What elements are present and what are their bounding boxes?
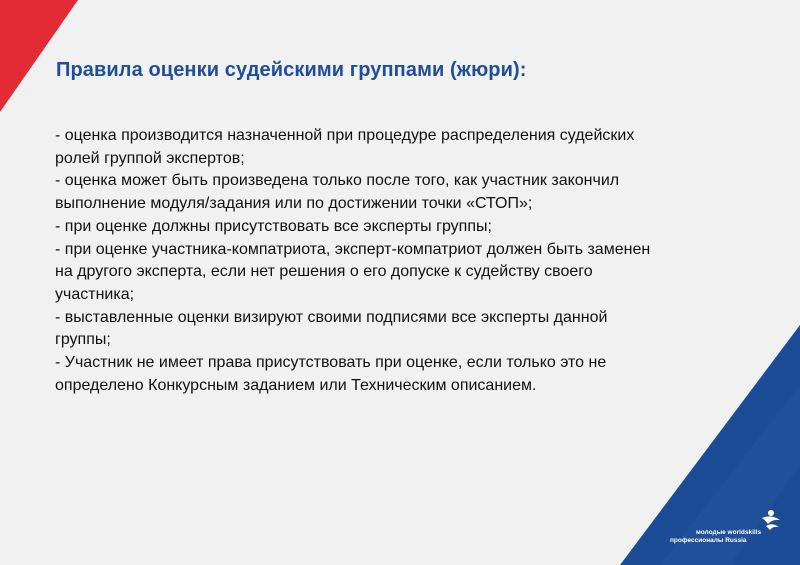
worldskills-emblem-icon <box>760 508 782 532</box>
text-line: участника; <box>55 285 135 303</box>
logo-text-line2: профессионалы Russia <box>670 537 747 544</box>
rules-text <box>55 125 775 397</box>
text-line: - при оценке участника-компатриота, эксперт-компатриот должен быть заменен <box>55 240 651 258</box>
text-line: группы; <box>55 331 111 349</box>
text-line: - при оценке должны присутствовать все эксперты группы; <box>55 217 492 235</box>
text-line: определено Конкурсным заданием или Техническим описанием. <box>55 376 537 394</box>
text-line: выполнение модуля/задания или по достижении точки «СТОП»; <box>55 195 533 213</box>
text-line: - выставленные оценки визируют своими подписями все эксперты данной <box>55 308 608 326</box>
text-line: ролей группой экспертов; <box>55 149 245 167</box>
slide-title: Правила оценки судейскими группами (жюри): <box>56 59 527 81</box>
text-line: - оценка производится назначенной при процедуре распределения судейских <box>55 127 635 144</box>
logo-text-line1: молодые worldskills <box>696 529 762 536</box>
text-line: на другого эксперта, если нет решения о его допуске к судейству своего <box>55 263 593 281</box>
worldskills-logo <box>668 506 788 546</box>
text-line: - Участник не имеет права присутствовать при оценке, если только это не <box>55 354 607 372</box>
text-line: - оценка может быть произведена только после того, как участник закончил <box>55 172 620 190</box>
